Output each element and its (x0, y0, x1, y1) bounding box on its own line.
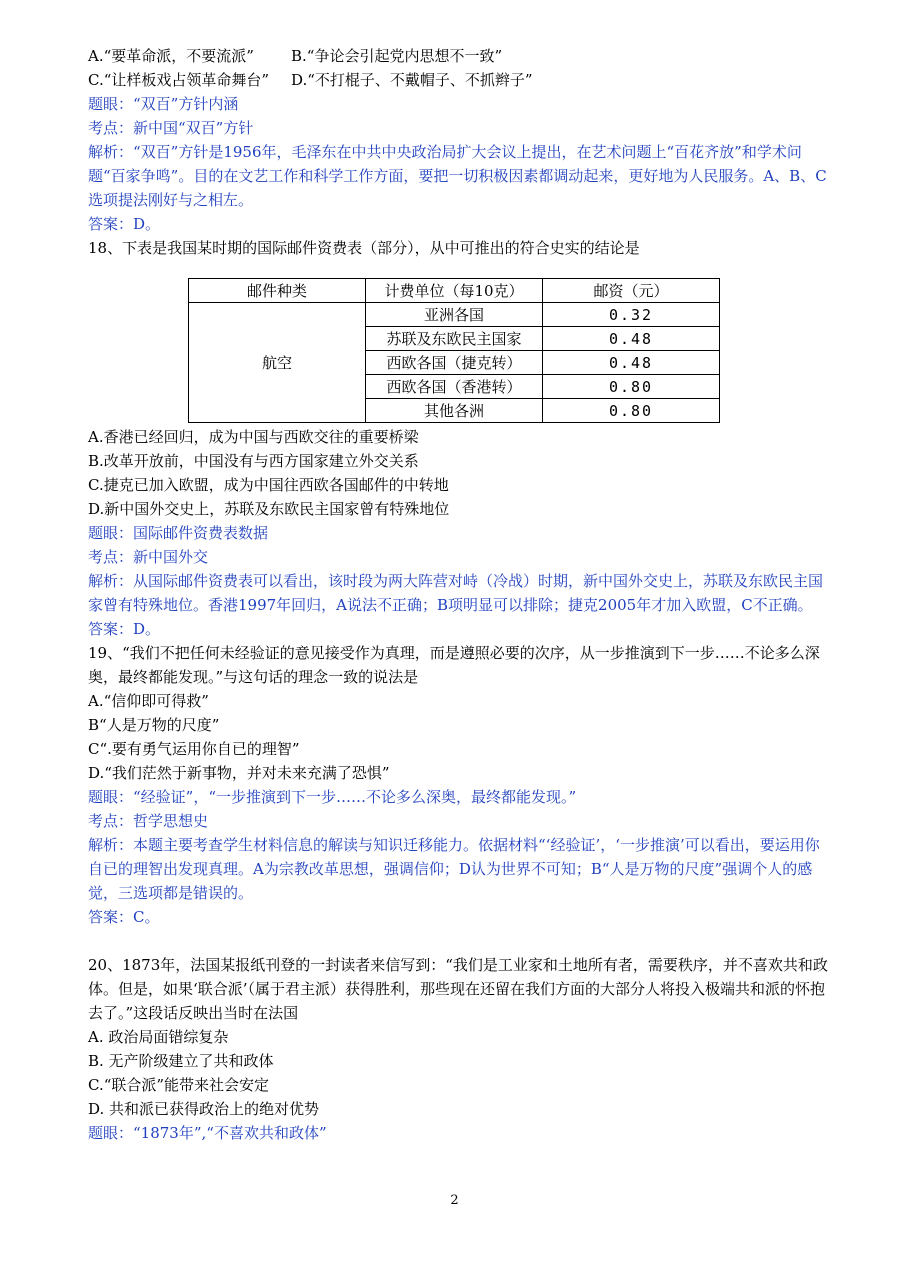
q19-option-c: C“.要有勇气运用你自已的理智” (88, 740, 300, 758)
q20-option-c: C.“联合派”能带来社会安定 (88, 1076, 270, 1094)
q19-stem: 19、“我们不把任何未经验证的意见接受作为真理，而是遵照必要的次序，从一步推演到下一步……不论多么深奥，最终都能发现。”与这句话的理念一致的说法是 (88, 644, 820, 686)
q19-option-d: D.“我们茫然于新事物，并对未来充满了恐惧” (88, 764, 390, 782)
q18-option-c: C.捷克已加入欧盟，成为中国往西欧各国邮件的中转地 (88, 476, 449, 494)
q17-kaodian: 考点：新中国“双百”方针 (88, 119, 254, 137)
q20-option-b: B. 无产阶级建立了共和政体 (88, 1052, 274, 1070)
table-cell: 0.80 (543, 375, 720, 399)
q18-jiexi: 解析：从国际邮件资费表可以看出，该时段为两大阵营对峙（冷战）时期，新中国外交史上，苏联及东欧民主国家曾有特殊地位。香港1997年回归，A说法不正确；B项明显可以排除；捷克2005年才加入欧盟，C不正确。 (88, 572, 824, 614)
q20-stem: 20、1873年，法国某报纸刊登的一封读者来信写到：“我们是工业家和土地所有者，需要秩序，并不喜欢共和政体。但是，如果‘联合派’（属于君主派）获得胜利，那些现在还留在我们方面的大部分人将投入极端共和派的怀抱去了。”这段话反映出当时在法国 (88, 956, 828, 1022)
q19-option-a: A.“信仰即可得救” (88, 692, 209, 710)
table-header-cell: 计费单位（每10克） (366, 279, 543, 303)
table-cell: 0.48 (543, 327, 720, 351)
q18-option-b: B.改革开放前，中国没有与西方国家建立外交关系 (88, 452, 419, 470)
table-header-row (189, 279, 720, 303)
q18-answer: 答案：D。 (88, 620, 161, 638)
q17-option-a: A.“要革命派，不要流派” (88, 47, 254, 65)
table-header-cell: 邮资（元） (543, 279, 720, 303)
q19-kaodian: 考点：哲学思想史 (88, 812, 209, 830)
q17-option-b: B.“争论会引起党内思想不一致” (291, 47, 503, 65)
table-header-cell: 邮件种类 (189, 279, 366, 303)
table-category-cell: 航空 (189, 303, 366, 423)
q18-tiyan: 题眼：国际邮件资费表数据 (88, 524, 269, 542)
q17-option-c: C.“让样板戏占领革命舞台” (88, 71, 270, 89)
q18-kaodian: 考点：新中国外交 (88, 548, 209, 566)
q18-option-d: D.新中国外交史上，苏联及东欧民主国家曾有特殊地位 (88, 500, 450, 518)
q19-jiexi: 解析：本题主要考查学生材料信息的解读与知识迁移能力。依据材料“‘经验证’，‘一步推演’可以看出，要运用你自已的理智出发现真理。A为宗教改革思想，强调信仰；D认为世界不可知；B“人是万物的尺度”强调个人的感觉，三选项都是错误的。 (88, 836, 820, 902)
q17-option-d: D.“不打棍子、不戴帽子、不抓辫子” (291, 71, 533, 89)
page-number: 2 (450, 1193, 459, 1208)
q20-tiyan: 题眼：“1873年”,“不喜欢共和政体” (88, 1124, 327, 1142)
q19-answer: 答案：C。 (88, 908, 160, 926)
q17-tiyan: 题眼：“双百”方针内涵 (88, 95, 239, 113)
table-cell: 0.32 (543, 303, 720, 327)
table-cell: 0.80 (543, 399, 720, 423)
q17-options-cd (88, 68, 828, 92)
q18-stem: 18、下表是我国某时期的国际邮件资费表（部分），从中可推出的符合史实的结论是 (88, 239, 640, 257)
q17-jiexi: 解析：“双百”方针是1956年，毛泽东在中共中央政治局扩大会议上提出，在艺术问题上“百花齐放”和学术问题“百家争鸣”。目的在文艺工作和科学工作方面，要把一切积极因素都调动起来，更好地为人民服务。A、B、C选项提法刚好与之相左。 (88, 143, 827, 209)
q17-options-ab (88, 44, 828, 68)
table-cell: 其他各洲 (366, 399, 543, 423)
table-row (189, 303, 720, 327)
table-cell: 西欧各国（香港转） (366, 375, 543, 399)
q20-option-d: D. 共和派已获得政治上的绝对优势 (88, 1100, 320, 1118)
q18-option-a: A.香港已经回归，成为中国与西欧交往的重要桥梁 (88, 428, 419, 446)
document-page (88, 44, 828, 1145)
q20-option-a: A. 政治局面错综复杂 (88, 1028, 229, 1046)
table-cell: 0.48 (543, 351, 720, 375)
table-cell: 苏联及东欧民主国家 (366, 327, 543, 351)
q17-answer: 答案：D。 (88, 215, 161, 233)
table-cell: 亚洲各国 (366, 303, 543, 327)
table-cell: 西欧各国（捷克转） (366, 351, 543, 375)
postage-table (188, 278, 720, 423)
q19-option-b: B“人是万物的尺度” (88, 716, 220, 734)
q19-tiyan: 题眼：“经验证”，“一步推演到下一步……不论多么深奥，最终都能发现。” (88, 788, 577, 806)
